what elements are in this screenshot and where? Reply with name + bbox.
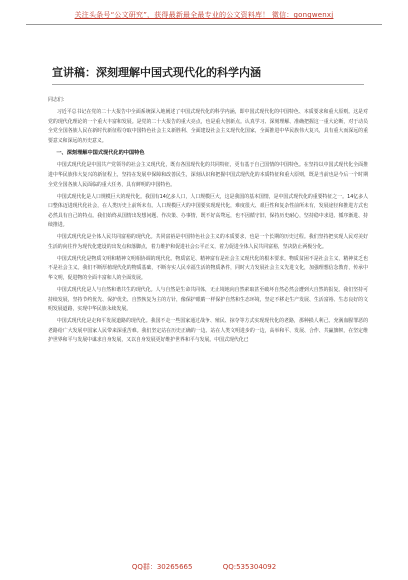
paragraph: 中国式现代化是人口规模巨大的现代化。我国有14亿多人口，人口规模巨大，这是我国的基本国情，是中国式现代化的重要特征之一。14亿多人口整体迈进现代化社会，在人类历史上前所未有。人口规模巨大的中国要实现现代化，难度很大、艰巨性和复杂性前所未有，发展途径和推进方式也必然具有自己的特点。我们始终从国情出发想问题、作决策、办事情，既不好高骛远，也不因循守旧，保持历史耐心，坚持稳中求进、循序渐进、持续推进。 (48, 193, 368, 229)
document-body (48, 96, 368, 348)
paragraph: 中国式现代化是人与自然和谐共生的现代化。人与自然是生命共同体，无止境地向自然索取甚至破坏自然必然会遭到大自然的报复。我们坚持可持续发展，坚持节约优先、保护优先、自然恢复为主的方针，像保护眼睛一样保护自然和生态环境，坚定不移走生产发展、生活富裕、生态良好的文明发展道路，实现中华民族永续发展。 (48, 287, 368, 313)
qq-text: QQ:535304092 (222, 563, 277, 571)
section-heading: 一、深刻理解中国式现代化的中国特色 (56, 149, 145, 156)
header-divider (26, 24, 382, 25)
paragraph: 中国式现代化是物质文明和精神文明相协调的现代化。物质富足、精神富有是社会主义现代化的根本要求。物质贫困不是社会主义，精神贫乏也不是社会主义。我们不断厚植现代化的物质基础，不断夯实人民幸福生活的物质条件，同时大力发展社会主义先进文化，加强理想信念教育，传承中华文明，促进物的全面丰富和人的全面发展。 (48, 255, 368, 282)
paragraph-intro: 习近平总书记在党的二十大报告中全面系统深入地阐述了中国式现代化的科学内涵，即中国式现代化的中国特色、本质要求和重大原则。这是对党的现代化理论的一个重大丰富和发展。是党的二十大报告的重大亮点，也是重大创新点。认真学习、深刻理解、准确把握这一重大论断，对于动员全党全国各族人民在新时代新征程夺取中国特色社会主义新胜利、全面建设社会主义现代化国家，全面推进中华民族伟大复兴，具有重大而深远的重要意义和深远的历史意义。 (48, 108, 368, 144)
page-title: 宣讲稿：深刻理解中国式现代化的科学内涵 (52, 66, 261, 79)
salutation: 同志们： (48, 97, 68, 103)
promo-banner[interactable]: 关注头条号“公文研究”，获得最新最全最专业的公文资料库！ 微信：gongwenxj (74, 11, 334, 19)
paragraph: 中国式现代化是全体人民共同富裕的现代化。共同富裕是中国特色社会主义的本质要求，也是一个长期的历史过程。我们坚持把实现人民对美好生活的向往作为现代化建设的出发点和落脚点，着力维护和促进社会公平正义，着力促进全体人民共同富裕，坚决防止两极分化。 (48, 234, 368, 250)
title-divider (52, 84, 364, 85)
footer-contact (0, 562, 408, 572)
paragraph: 中国式现代化是中国共产党领导的社会主义现代化，既有各国现代化的共同特征，更有基于自己国情的中国特色。在坚持以中国式现代化全面推进中华民族伟大复兴的新征程上，坚持在发展中保障和改善民生，深刻认识和把握中国式现代化的本质特征和重大原则，既是当前也是今后一个时期全党全国各族人民面临的重大任务，具有鲜明的中国特色。 (48, 162, 368, 188)
paragraph: 中国式现代化是走和平发展道路的现代化。我国不走一些国家通过战争、殖民、掠夺等方式实现现代化的老路，那种损人利己、充满血腥罪恶的老路给广大发展中国家人民带来深重苦难。我们坚定站在历史正确的一边、站在人类文明进步的一边，高举和平、发展、合作、共赢旗帜，在坚定维护世界和平与发展中谋求自身发展，又以自身发展更好维护世界和平与发展。中国式现代化已 (48, 318, 368, 344)
qq-group-text: QQ群：30265665 (131, 563, 193, 571)
